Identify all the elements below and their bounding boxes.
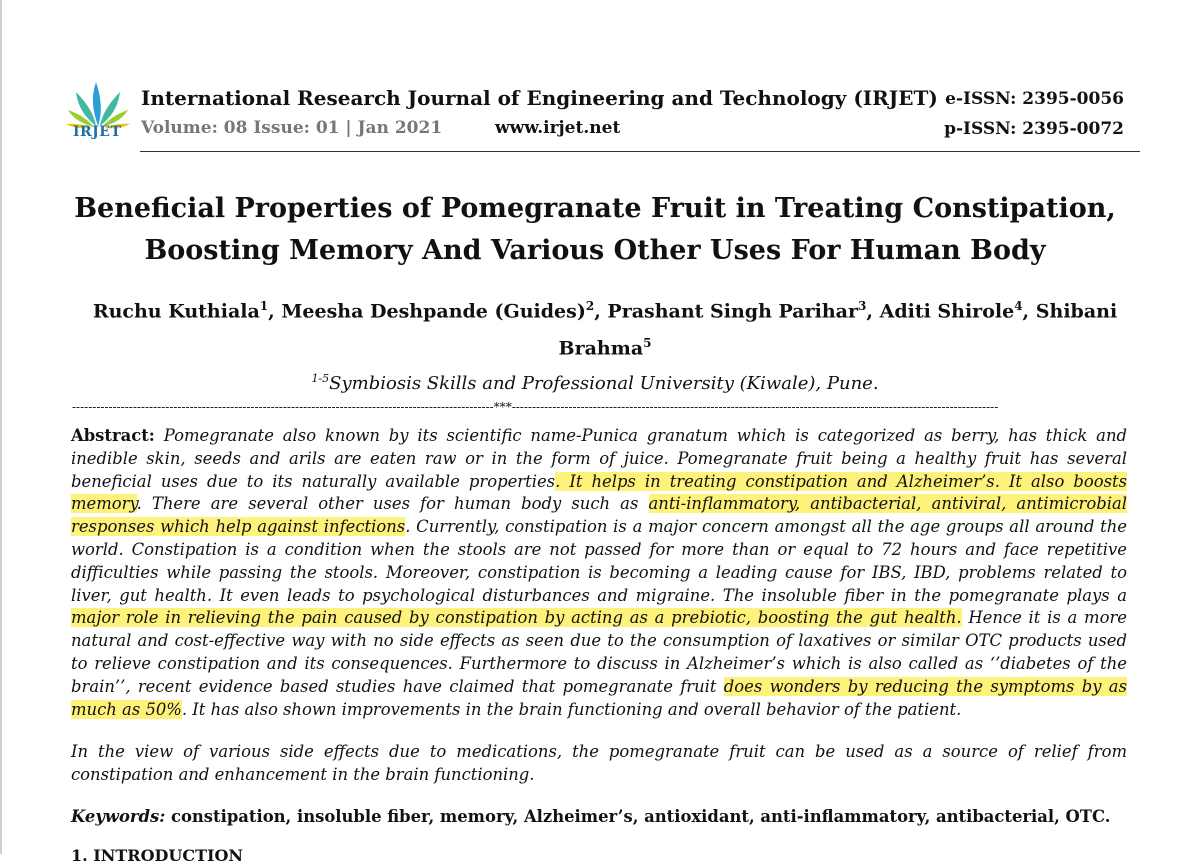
author-name: Ruchu Kuthiala <box>92 300 260 323</box>
affiliation-sup: 1-5 <box>311 372 330 385</box>
abstract-text: . Currently, constipation is a major concern amongst all the age groups all around the world. Constipation is a condition when the stools are not passed for more than or equal to 72 hours and face repetitive difficulties while passing the stools. Moreover, constipation is becoming a leading cause for IBS, IBD, problems related to liver, gut health. It even leads to psychological disturbances and migraine. The insoluble fiber in the pomegranate plays a <box>71 517 1127 605</box>
author-name: Aditi Shirole <box>879 300 1015 323</box>
title-line-2: Boosting Memory And Various Other Uses For Human Body <box>144 235 1046 266</box>
author-name: Shibani Brahma <box>558 300 1118 360</box>
journal-website: www.irjet.net <box>495 118 621 138</box>
author-sup: 1 <box>259 299 269 313</box>
header-rule <box>140 151 1140 152</box>
highlight: . It helps in treating constipation and Alzheimer’s. It also boosts memory <box>71 471 1128 514</box>
p-issn: p-ISSN: 2395-0072 <box>944 119 1124 139</box>
abstract-text: Pomegranate also known by its scientific name-Punica granatum which is categorized as berry, has thick and inedible skin, seeds and arils are eaten raw or in the form of juice. Pomegranate fruit being a healthy fruit has several beneficial uses due to its naturally available properties <box>71 426 1127 491</box>
abstract-text: Hence it is a more natural and cost-effective way with no side effects as seen due to the consumption of laxatives or similar OTC products used to relieve constipation and its consequences. Furthermore to discuss in Alzheimer’s which is also called as ‘’diabetes of the brain’’, recent evidence based studies have claimed that pomegranate fruit <box>71 608 1127 696</box>
abstract-text: . It has also shown improvements in the brain functioning and overall behavior of the patient. <box>181 699 962 719</box>
author-sup: 3 <box>857 299 867 313</box>
journal-name: International Research Journal of Engineering and Technology (IRJET) <box>141 86 938 110</box>
separator-dashes-right: ------------------------------------------------------------------------------------------------------------------------ <box>511 400 999 414</box>
author-list: Ruchu Kuthiala$^1$, Meesha Deshpande (Guides)$^2$, Prashant Singh Parihar$^3$, Aditi Shirole$^4$, Shibani Brahma$^5$ <box>92 299 1118 360</box>
abstract-paragraph-2: In the view of various side effects due to medications, the pomegranate fruit can be used as a source of relief from constipation and enhancement in the brain functioning. <box>71 742 1127 784</box>
author-sup: 4 <box>1014 299 1023 313</box>
abstract-label: Abstract: <box>71 426 155 445</box>
highlight: anti-inflammatory, antibacterial, antiviral, antimicrobial responses which help against infections <box>71 494 1127 537</box>
logo-text: IRJET <box>73 124 122 140</box>
author-name: Meesha Deshpande (Guides) <box>281 300 586 323</box>
highlight: major role in relieving the pain caused by constipation by acting as a prebiotic, boosting the gut health. <box>71 608 962 628</box>
keywords <box>71 806 1127 828</box>
next-section-heading: 1. INTRODUCTION <box>71 846 244 865</box>
e-issn: e-ISSN: 2395-0056 <box>945 89 1124 109</box>
section-separator <box>72 400 1128 414</box>
abstract-text: . There are several other uses for human body such as <box>136 494 649 514</box>
affiliation <box>60 372 1130 394</box>
keywords-text: constipation, insoluble fiber, memory, Alzheimer’s, antioxidant, anti-inflammatory, antibacterial, OTC. <box>165 807 1111 826</box>
keywords-label: Keywords: <box>71 807 166 826</box>
affiliation-text: Symbiosis Skills and Professional University (Kiwale), Pune. <box>329 373 879 394</box>
author-sup: 2 <box>585 299 595 313</box>
separator-dashes-left: -------------------------------------------------------------------------------------------------------- <box>72 400 494 414</box>
page-left-border <box>0 0 2 854</box>
author-sup: 5 <box>643 336 652 351</box>
abstract <box>71 425 1127 721</box>
author-name: Prashant Singh Parihar <box>607 300 858 323</box>
title-line-1: Beneficial Properties of Pomegranate Fruit in Treating Constipation, <box>74 193 1116 224</box>
volume-issue: Volume: 08 Issue: 01 | Jan 2021 <box>141 118 443 138</box>
highlight: does wonders by reducing the symptoms by as much as 50% <box>71 676 1127 719</box>
paper-title <box>60 188 1130 272</box>
separator-stars: *** <box>493 400 512 414</box>
